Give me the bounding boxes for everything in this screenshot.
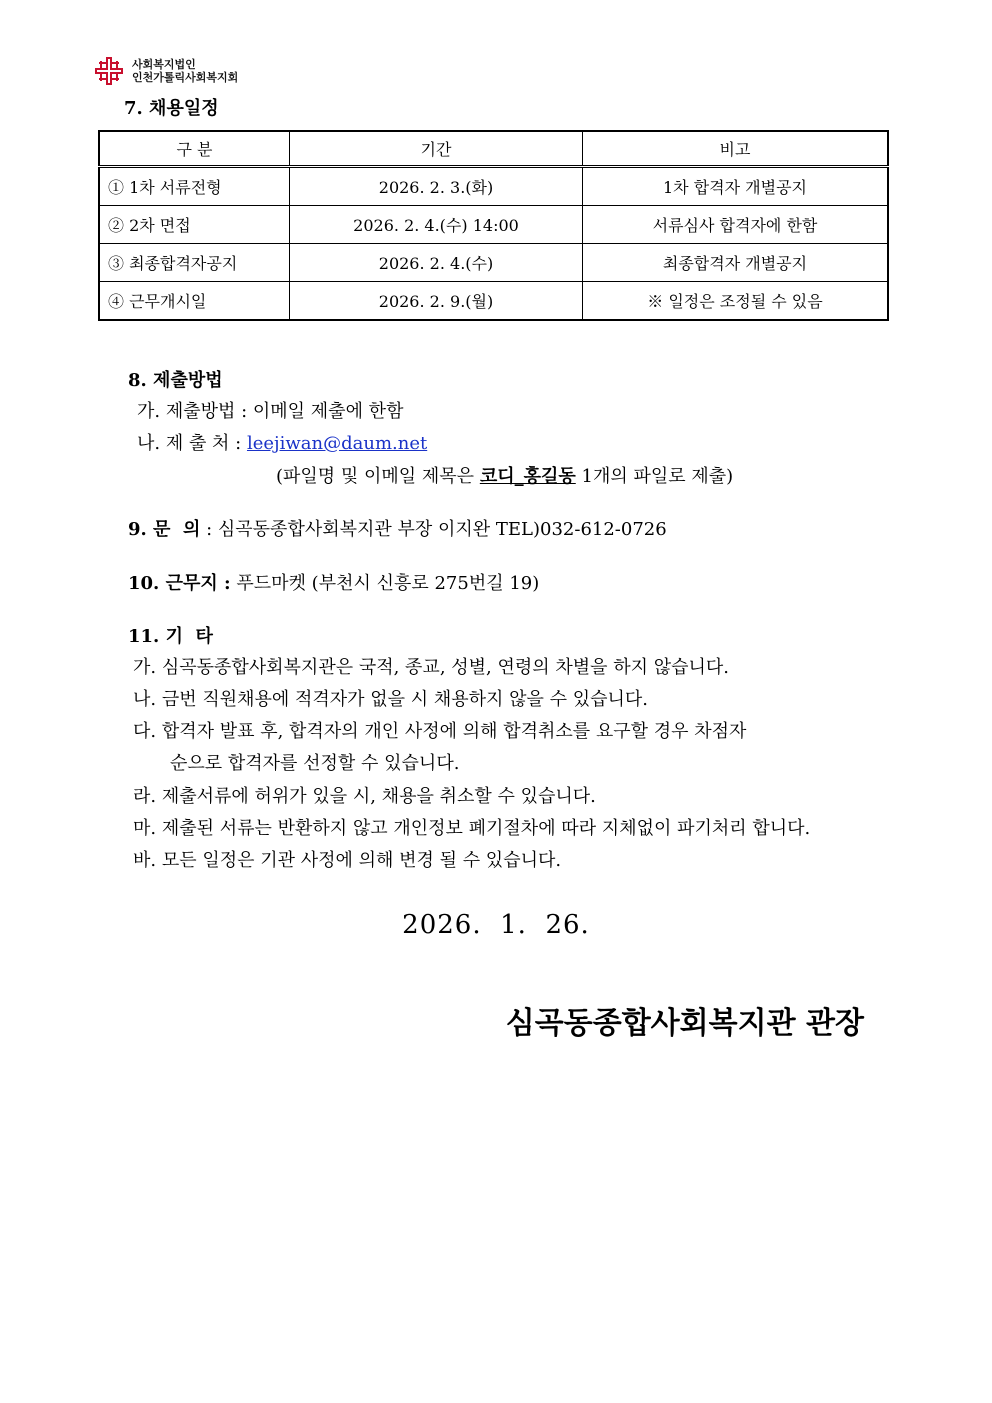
submit-method-label: 가. 제출방법 : — [137, 401, 248, 422]
cell-note: 서류심사 합격자에 한함 — [583, 206, 889, 244]
table-row — [99, 167, 888, 206]
misc-item: 다. 합격자 발표 후, 합격자의 개인 사정에 의해 합격취소를 요구할 경우 차점자 — [133, 721, 747, 742]
document-date: 2026. 1. 26. — [402, 910, 590, 940]
section8-title: 8. 제출방법 — [128, 370, 223, 391]
cell-period: 2026. 2. 4.(수) — [290, 244, 583, 282]
submit-dest-label: 나. 제 출 처 : — [137, 433, 242, 454]
cell-note: ※ 일정은 조정될 수 있음 — [583, 282, 889, 321]
note-prefix: (파일명 및 이메일 제목은 — [276, 466, 475, 487]
cell-stage: ② 2차 면접 — [99, 206, 290, 244]
cell-note: 최종합격자 개별공지 — [583, 244, 889, 282]
caritas-cross-icon — [94, 56, 124, 86]
org-line2: 인천가톨릭사회복지회 — [132, 71, 239, 84]
col-header-note: 비고 — [583, 131, 889, 167]
misc-item: 마. 제출된 서류는 반환하지 않고 개인정보 폐기절차에 따라 지체없이 파기처리 합니다. — [133, 818, 811, 839]
section10-title: 10. 근무지 : — [128, 573, 231, 594]
signature-line: 심곡동종합사회복지관 관장 — [505, 1006, 864, 1041]
section10-value: 푸드마켓 (부천시 신흥로 275번길 19) — [236, 573, 540, 594]
misc-item: 가. 심곡동종합사회복지관은 국적, 종교, 성별, 연령의 차별을 하지 않습니다. — [133, 657, 730, 678]
table-row — [99, 282, 888, 321]
section11-title: 11. 기 타 — [128, 626, 213, 647]
table-row — [99, 206, 888, 244]
cell-stage: ③ 최종합격자공지 — [99, 244, 290, 282]
org-line1: 사회복지법인 — [132, 58, 196, 71]
section9-value: : 심곡동종합사회복지관 부장 이지완 TEL)032-612-0726 — [206, 519, 667, 540]
section9-title: 9. 문 의 — [128, 519, 201, 540]
note-emphasis: 코디_홍길동 — [479, 466, 576, 487]
section9-line — [128, 515, 667, 541]
cell-period: 2026. 2. 9.(월) — [290, 282, 583, 321]
org-name — [132, 58, 238, 84]
file-name-note — [276, 462, 733, 488]
section10-line — [128, 569, 539, 595]
cell-period: 2026. 2. 3.(화) — [290, 167, 583, 206]
submit-method-value: 이메일 제출에 한함 — [252, 401, 404, 422]
cell-stage: ① 1차 서류전형 — [99, 167, 290, 206]
misc-item: 라. 제출서류에 허위가 있을 시, 채용을 취소할 수 있습니다. — [133, 786, 596, 807]
cell-note: 1차 합격자 개별공지 — [583, 167, 889, 206]
table-row — [99, 244, 888, 282]
misc-item: 바. 모든 일정은 기관 사정에 의해 변경 될 수 있습니다. — [133, 850, 562, 871]
email-link[interactable]: leejiwan@daum.net — [246, 433, 428, 454]
section7-title: 7. 채용일정 — [124, 98, 219, 119]
cell-stage: ④ 근무개시일 — [99, 282, 290, 321]
col-header-stage: 구 분 — [99, 131, 290, 167]
submit-dest-line — [137, 429, 427, 455]
submit-method-line — [137, 397, 403, 423]
col-header-period: 기간 — [290, 131, 583, 167]
schedule-table — [98, 130, 889, 321]
note-suffix: 1개의 파일로 제출) — [581, 466, 734, 487]
misc-item: 나. 금번 직원채용에 적격자가 없을 시 채용하지 않을 수 있습니다. — [133, 689, 649, 710]
misc-item-continuation: 순으로 합격자를 선정할 수 있습니다. — [170, 753, 460, 774]
org-logo — [94, 56, 238, 86]
cell-period: 2026. 2. 4.(수) 14:00 — [290, 206, 583, 244]
table-header-row — [99, 131, 888, 167]
